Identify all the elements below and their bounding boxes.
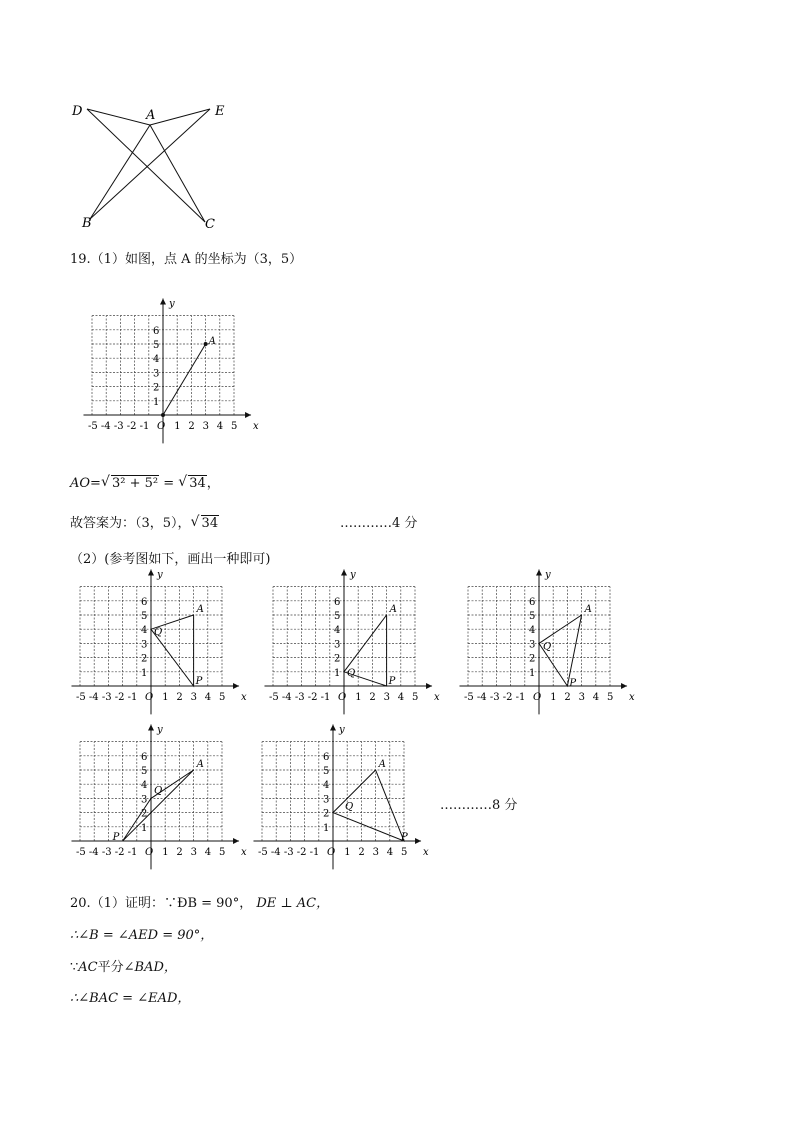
label-C: C bbox=[205, 217, 215, 232]
y-tick-3: 3 bbox=[334, 639, 341, 651]
label-B: B bbox=[82, 216, 92, 231]
graph-main bbox=[78, 295, 258, 445]
point-P: P bbox=[112, 832, 120, 843]
graph-ref-3 bbox=[461, 569, 641, 705]
y-tick-2: 2 bbox=[334, 653, 341, 665]
ao-lhs: AO= bbox=[70, 476, 101, 491]
y-tick-6: 6 bbox=[141, 751, 148, 763]
graph-ref-5-svg bbox=[255, 725, 435, 865]
x-tick-4: 4 bbox=[204, 692, 212, 703]
x-tick-2: 2 bbox=[358, 847, 365, 858]
point-Q: Q bbox=[543, 641, 552, 653]
y-tick-5: 5 bbox=[529, 611, 536, 622]
x-tick-4: 4 bbox=[216, 421, 224, 432]
x-axis-label: x bbox=[423, 847, 429, 858]
neg-x-ticks: -5 -4 -3 -2 -1 bbox=[88, 421, 150, 432]
x-tick-2: 2 bbox=[176, 692, 183, 703]
figure-top-star bbox=[60, 95, 240, 235]
point-Q: Q bbox=[347, 667, 356, 679]
x-tick-4: 4 bbox=[592, 692, 600, 703]
y-tick-5: 5 bbox=[334, 611, 341, 622]
y-tick-1: 1 bbox=[334, 667, 341, 679]
ao-sqrt: √ 3² + 5² bbox=[100, 474, 159, 491]
origin-label: O bbox=[338, 692, 347, 703]
y-tick-1: 1 bbox=[153, 396, 160, 408]
y-tick-3: 3 bbox=[141, 639, 148, 651]
point-P: P bbox=[388, 676, 396, 687]
y-tick-3: 3 bbox=[323, 794, 330, 806]
origin-label: O bbox=[157, 421, 166, 432]
point-P: P bbox=[195, 676, 203, 687]
y-tick-1: 1 bbox=[141, 822, 148, 834]
y-axis-label: y bbox=[157, 569, 163, 581]
point-Q: Q bbox=[154, 785, 163, 797]
neg-x-ticks: -5 -4 -3 -2 -1 bbox=[269, 692, 331, 703]
y-tick-2: 2 bbox=[153, 382, 160, 394]
x-tick-1: 1 bbox=[550, 692, 557, 703]
y-tick-4: 4 bbox=[141, 780, 148, 792]
y-tick-1: 1 bbox=[323, 822, 330, 834]
x-tick-2: 2 bbox=[176, 847, 183, 858]
y-tick-2: 2 bbox=[529, 653, 536, 665]
y-tick-5: 5 bbox=[141, 611, 148, 622]
graph-ref-4 bbox=[73, 725, 253, 865]
x-tick-1: 1 bbox=[355, 692, 362, 703]
x-tick-3: 3 bbox=[578, 692, 585, 703]
x-tick-4: 4 bbox=[386, 847, 394, 858]
x-tick-5: 5 bbox=[219, 692, 226, 703]
x-axis-label: x bbox=[253, 421, 259, 432]
graph-ref-2 bbox=[266, 569, 446, 705]
origin-label: O bbox=[145, 847, 154, 858]
x-tick-5: 5 bbox=[231, 421, 238, 432]
y-axis-label: y bbox=[545, 569, 551, 581]
x-tick-1: 1 bbox=[344, 847, 351, 858]
graph-ref-5 bbox=[255, 725, 435, 865]
y-tick-5: 5 bbox=[141, 766, 148, 777]
x-tick-2: 2 bbox=[369, 692, 376, 703]
point-Q: Q bbox=[345, 801, 354, 813]
origin-label: O bbox=[533, 692, 542, 703]
x-tick-3: 3 bbox=[372, 847, 379, 858]
y-tick-6: 6 bbox=[334, 596, 341, 608]
y-axis-label: y bbox=[339, 724, 345, 736]
x-tick-2: 2 bbox=[564, 692, 571, 703]
answer-line: 故答案为：（3，5）， √ 34 bbox=[70, 514, 219, 531]
q19-part1-text: 19.（1）如图，点 A 的坐标为（3，5） bbox=[70, 252, 303, 267]
graph-ref-3-svg bbox=[461, 569, 641, 705]
point-P: P bbox=[569, 678, 577, 689]
point-A: A bbox=[378, 759, 386, 770]
score-4: …………4 分 bbox=[340, 516, 418, 531]
ao-formula: AO= √ 3² + 5² = √ 34， bbox=[70, 474, 220, 491]
y-tick-1: 1 bbox=[529, 667, 536, 679]
y-tick-2: 2 bbox=[323, 808, 330, 820]
x-tick-2: 2 bbox=[188, 421, 195, 432]
y-tick-5: 5 bbox=[323, 766, 330, 777]
graph-ref-4-svg bbox=[73, 725, 253, 865]
neg-x-ticks: -5 -4 -3 -2 -1 bbox=[76, 847, 138, 858]
y-axis-label: y bbox=[157, 724, 163, 736]
q20-line3: ∵AC平分∠BAD， bbox=[70, 960, 177, 975]
y-tick-4: 4 bbox=[153, 354, 160, 366]
neg-x-ticks: -5 -4 -3 -2 -1 bbox=[76, 692, 138, 703]
x-tick-4: 4 bbox=[397, 692, 405, 703]
y-tick-4: 4 bbox=[529, 625, 536, 637]
x-axis-label: x bbox=[241, 847, 247, 858]
y-axis-label: y bbox=[350, 569, 356, 581]
y-tick-4: 4 bbox=[334, 625, 341, 637]
q19-part2-text: （2）(参考图如下，画出一种即可) bbox=[70, 552, 271, 567]
graph-ref-1 bbox=[73, 569, 253, 705]
y-tick-6: 6 bbox=[323, 751, 330, 763]
y-tick-2: 2 bbox=[141, 808, 148, 820]
point-A: A bbox=[196, 759, 204, 770]
label-D: D bbox=[72, 104, 83, 119]
y-tick-6: 6 bbox=[153, 325, 160, 337]
y-tick-3: 3 bbox=[141, 794, 148, 806]
point-P: P bbox=[401, 832, 408, 843]
point-A: A bbox=[196, 604, 204, 615]
x-tick-5: 5 bbox=[401, 847, 408, 858]
y-tick-5: 5 bbox=[153, 340, 160, 351]
y-tick-6: 6 bbox=[529, 596, 536, 608]
point-A: A bbox=[208, 336, 216, 347]
x-tick-1: 1 bbox=[174, 421, 181, 432]
point-Q: Q bbox=[154, 627, 163, 639]
x-tick-3: 3 bbox=[190, 692, 197, 703]
x-axis-label: x bbox=[629, 692, 635, 703]
graph-main-svg bbox=[78, 295, 258, 445]
origin-label: O bbox=[145, 692, 154, 703]
x-axis-label: x bbox=[241, 692, 247, 703]
x-tick-5: 5 bbox=[412, 692, 419, 703]
x-tick-3: 3 bbox=[383, 692, 390, 703]
y-tick-2: 2 bbox=[141, 653, 148, 665]
graph-ref-1-svg bbox=[73, 569, 253, 705]
neg-x-ticks: -5 -4 -3 -2 -1 bbox=[464, 692, 526, 703]
y-tick-3: 3 bbox=[529, 639, 536, 651]
q20-line4: ∴∠BAC = ∠EAD， bbox=[70, 991, 191, 1006]
x-tick-5: 5 bbox=[607, 692, 614, 703]
x-tick-4: 4 bbox=[204, 847, 212, 858]
neg-x-ticks: -5 -4 -3 -2 -1 bbox=[258, 847, 320, 858]
x-tick-3: 3 bbox=[190, 847, 197, 858]
x-tick-1: 1 bbox=[162, 692, 169, 703]
y-tick-3: 3 bbox=[153, 368, 160, 380]
point-A: A bbox=[389, 604, 397, 615]
graph-ref-2-svg bbox=[266, 569, 446, 705]
y-tick-4: 4 bbox=[323, 780, 330, 792]
q20-line2: ∴∠B = ∠AED = 90°， bbox=[70, 928, 214, 943]
x-axis-label: x bbox=[434, 692, 440, 703]
origin-label: O bbox=[327, 847, 336, 858]
y-tick-4: 4 bbox=[141, 625, 148, 637]
x-tick-3: 3 bbox=[202, 421, 209, 432]
score-8: …………8 分 bbox=[440, 798, 518, 813]
label-E: E bbox=[215, 104, 225, 119]
q20-line1: 20.（1）证明：∵ÐB = 90°， DE ⊥ AC， bbox=[70, 896, 330, 911]
ao-sqrt-34: √ 34 bbox=[178, 474, 206, 491]
y-axis-label: y bbox=[169, 298, 175, 310]
y-tick-1: 1 bbox=[141, 667, 148, 679]
label-A: A bbox=[146, 108, 156, 123]
x-tick-1: 1 bbox=[162, 847, 169, 858]
x-tick-5: 5 bbox=[219, 847, 226, 858]
y-tick-6: 6 bbox=[141, 596, 148, 608]
point-A: A bbox=[584, 604, 592, 615]
answer-sqrt: √ 34 bbox=[190, 514, 219, 531]
